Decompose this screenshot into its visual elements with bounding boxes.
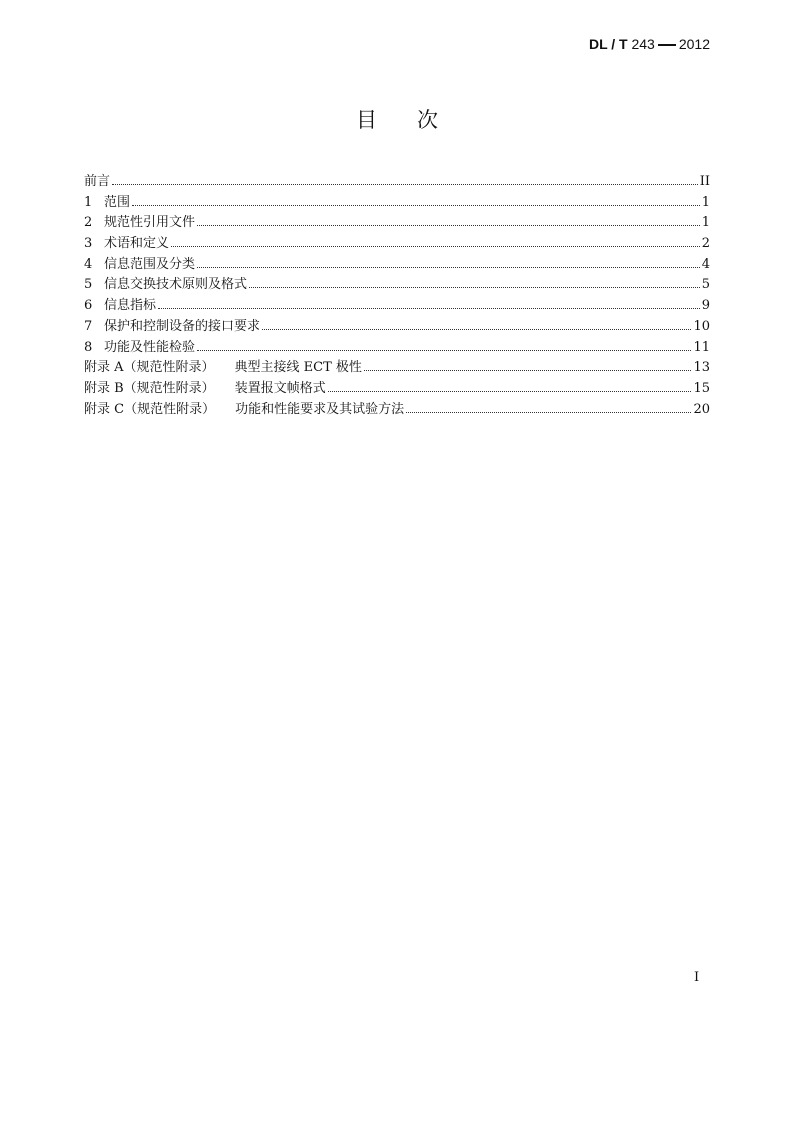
standard-number: 243 — [631, 36, 655, 52]
toc-label: 规范性引用文件 — [104, 215, 196, 231]
toc-number: 2 — [84, 215, 93, 231]
toc-number: 7 — [84, 318, 93, 334]
toc-page: 1 — [701, 215, 710, 231]
toc-page: 10 — [693, 318, 710, 334]
toc-number: 1 — [84, 194, 93, 210]
toc-entry-3[interactable] — [84, 232, 710, 253]
toc-leader — [132, 205, 700, 206]
toc-sublabel: 典型主接线 ECT 极性 — [234, 360, 362, 376]
toc-number: 6 — [84, 298, 93, 314]
page-number: I — [694, 970, 700, 985]
toc-label: 信息交换技术原则及格式 — [104, 277, 248, 293]
toc-label: 保护和控制设备的接口要求 — [104, 318, 261, 334]
toc-leader — [171, 246, 700, 247]
toc-sublabel: 装置报文帧格式 — [234, 380, 326, 396]
toc-page: 4 — [701, 256, 710, 272]
toc-leader — [328, 391, 692, 392]
toc-entry-foreword[interactable] — [84, 170, 710, 191]
toc-label: 附录 A（规范性附录） — [84, 360, 215, 376]
header-dash — [658, 44, 676, 46]
toc-label: 信息指标 — [104, 298, 157, 314]
toc-number: 5 — [84, 277, 93, 293]
toc-label: 信息范围及分类 — [104, 256, 196, 272]
toc-sublabel: 功能和性能要求及其试验方法 — [235, 401, 405, 417]
toc-entry-appendix-b[interactable] — [84, 377, 710, 398]
toc-page: 15 — [693, 380, 710, 396]
toc-number: 4 — [84, 256, 93, 272]
toc-number: 8 — [84, 339, 93, 355]
toc-entry-6[interactable] — [84, 294, 710, 315]
document-header — [589, 36, 710, 52]
toc-leader — [249, 287, 700, 288]
toc-entry-5[interactable] — [84, 273, 710, 294]
toc-leader — [197, 267, 700, 268]
toc-leader — [262, 329, 691, 330]
toc-label: 功能及性能检验 — [104, 339, 196, 355]
toc-leader — [112, 184, 698, 185]
toc-label: 范围 — [104, 194, 131, 210]
toc-leader — [406, 412, 691, 413]
toc-page: 20 — [693, 401, 710, 417]
toc-page: II — [699, 174, 710, 189]
toc-label: 附录 B（规范性附录） — [84, 380, 215, 396]
toc-entry-7[interactable] — [84, 315, 710, 336]
toc-entry-appendix-a[interactable] — [84, 356, 710, 377]
table-of-contents — [84, 170, 710, 418]
toc-number: 3 — [84, 236, 93, 252]
standard-code: DL / T — [588, 36, 628, 52]
toc-label: 术语和定义 — [104, 236, 170, 252]
toc-page: 11 — [693, 339, 710, 355]
page-title: 目次 — [356, 108, 478, 132]
toc-leader — [364, 370, 692, 371]
toc-entry-2[interactable] — [84, 211, 710, 232]
toc-page: 13 — [693, 360, 710, 376]
toc-leader — [197, 225, 700, 226]
standard-year: 2012 — [678, 36, 710, 52]
toc-label: 附录 C（规范性附录） — [84, 401, 216, 417]
toc-page: 9 — [701, 298, 710, 314]
toc-page: 1 — [701, 194, 710, 210]
toc-entry-1[interactable] — [84, 191, 710, 212]
toc-entry-8[interactable] — [84, 336, 710, 357]
toc-page: 5 — [701, 277, 710, 293]
toc-label: 前言 — [84, 174, 111, 189]
toc-entry-4[interactable] — [84, 253, 710, 274]
toc-page: 2 — [701, 236, 710, 252]
toc-leader — [197, 350, 691, 351]
toc-entry-appendix-c[interactable] — [84, 398, 710, 419]
toc-leader — [158, 308, 700, 309]
